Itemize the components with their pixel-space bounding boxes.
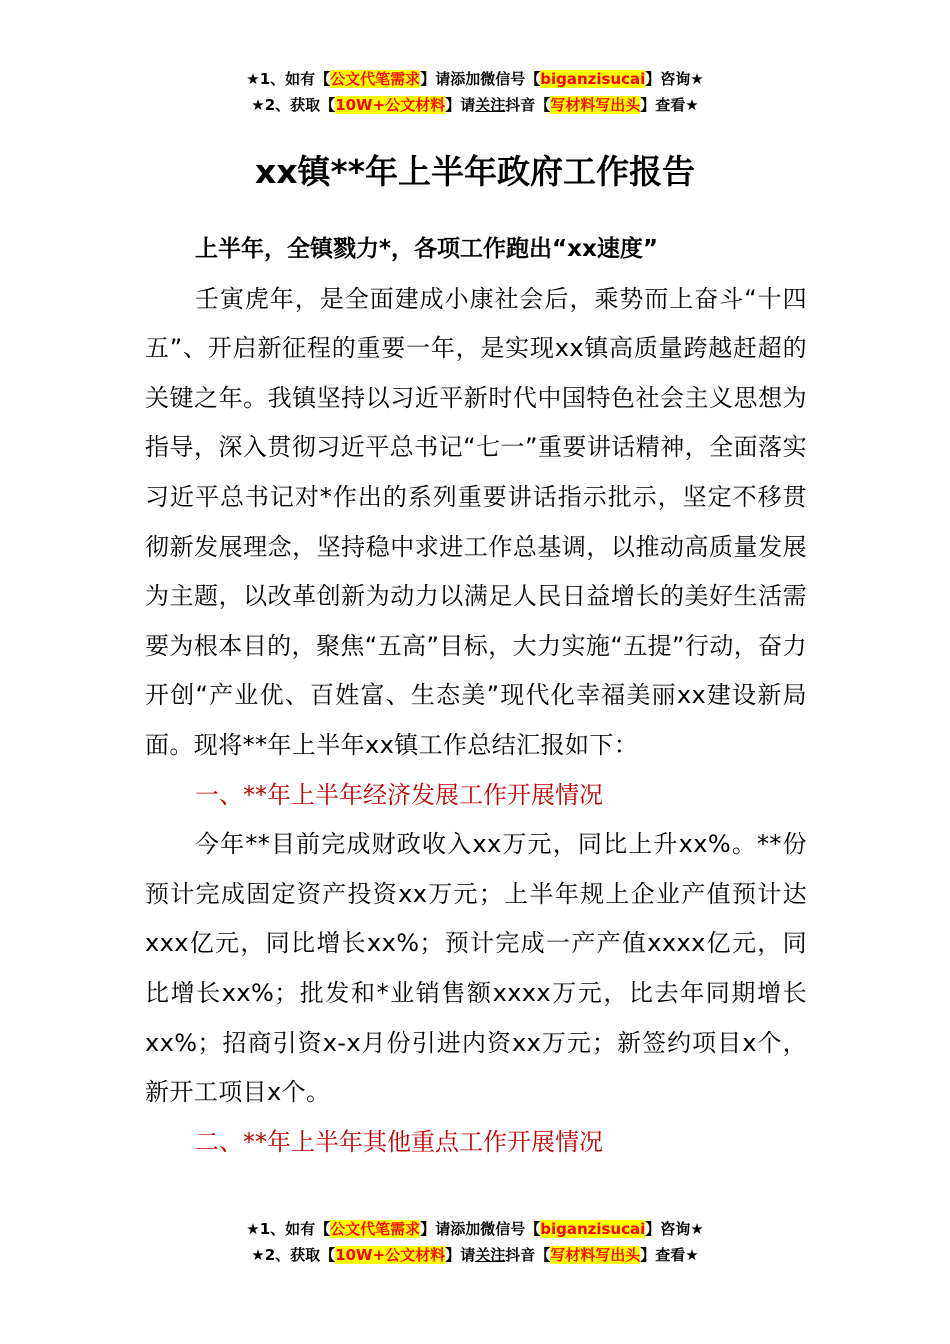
banner-line-1: ★1、如有【公文代笔需求】请添加微信号【biganzisucai】咨询★	[246, 70, 704, 88]
document-body	[145, 225, 807, 1167]
bottom-banner	[0, 1216, 950, 1268]
wechat-id-highlight: biganzisucai	[540, 1220, 646, 1238]
document-title: xx镇**年上半年政府工作报告	[254, 152, 696, 191]
banner-highlight: 10W+公文材料	[335, 96, 446, 114]
banner-highlight: 公文代笔需求	[330, 1220, 421, 1238]
banner-line-1: ★1、如有【公文代笔需求】请添加微信号【biganzisucai】咨询★	[246, 1220, 704, 1238]
section-1-heading: 一、**年上半年经济发展工作开展情况	[195, 780, 603, 809]
section-2-heading: 二、**年上半年其他重点工作开展情况	[195, 1127, 603, 1156]
banner-line-2: ★2、获取【10W+公文材料】请关注抖音【写材料写出头】查看★	[251, 96, 699, 114]
douyin-account-highlight: 写材料写出头	[550, 96, 641, 114]
top-banner	[0, 66, 950, 118]
intro-paragraph: 壬寅虎年，是全面建成小康社会后，乘势而上奋斗“十四五”、开启新征程的重要一年，是实现xx镇高质量跨越赶超的关键之年。我镇坚持以习近平新时代中国特色社会主义思想为指导，深入贯彻习近平总书记“七一”重要讲话精神，全面落实习近平总书记对*作出的系列重要讲话指示批示，坚定不移贯彻新发展理念，坚持稳中求进工作总基调，以推动高质量发展为主题，以改革创新为动力以满足人民日益增长的美好生活需要为根本目的，聚焦“五高”目标，大力实施“五提”行动，奋力开创“产业优、百姓富、生态美”现代化幸福美丽xx建设新局面。现将**年上半年xx镇工作总结汇报如下：	[145, 284, 807, 759]
douyin-account-highlight: 写材料写出头	[550, 1246, 641, 1264]
banner-highlight: 公文代笔需求	[330, 70, 421, 88]
document-subtitle: 上半年，全镇戮力*，各项工作跑出“xx速度”	[195, 236, 658, 262]
wechat-id-highlight: biganzisucai	[540, 70, 646, 88]
underlined-text: 关注	[475, 96, 506, 114]
banner-highlight: 10W+公文材料	[335, 1246, 446, 1264]
underlined-text: 关注	[475, 1246, 506, 1264]
section-1-paragraph: 今年**目前完成财政收入xx万元，同比上升xx%。**份预计完成固定资产投资xx万元；上半年规上企业产值预计达xxx亿元，同比增长xx%；预计完成一产产值xxxx亿元，同比增长xx%；批发和*业销售额xxxx万元，比去年同期增长xx%；招商引资x-x月份引进内资xx万元；新签约项目x个，新开工项目x个。	[145, 830, 807, 1107]
banner-line-2: ★2、获取【10W+公文材料】请关注抖音【写材料写出头】查看★	[251, 1246, 699, 1264]
